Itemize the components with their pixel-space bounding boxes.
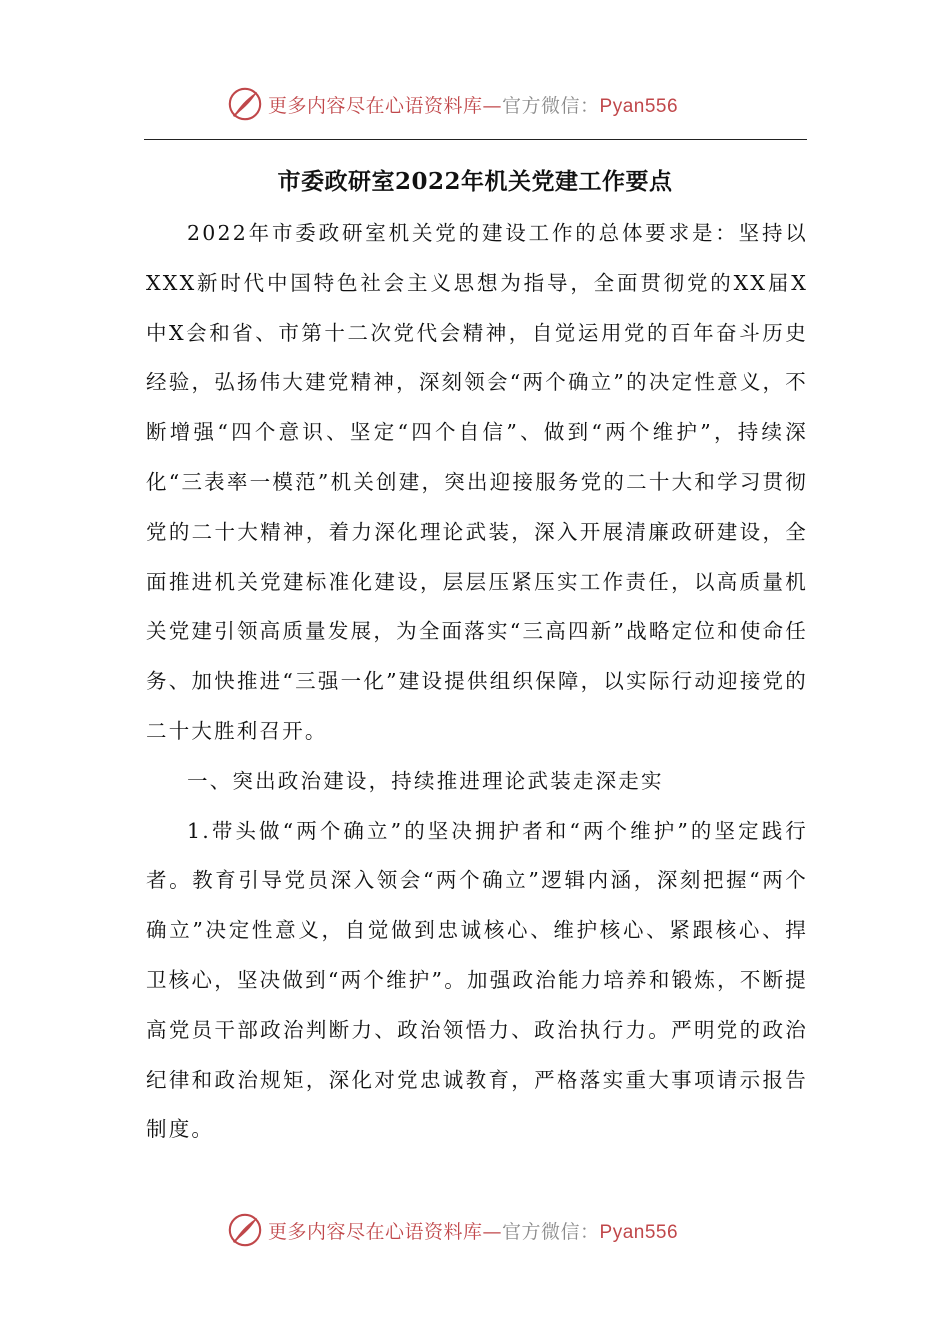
footer-brand-text: [268, 1217, 678, 1244]
header-brand-text: [268, 91, 678, 118]
header-divider: [144, 139, 807, 140]
footer-brand-official-label: 官方微信：: [502, 1220, 600, 1243]
footer-brand-wechat-id: Pyan556: [599, 1221, 679, 1243]
document-body: [146, 209, 808, 1155]
footer-brand-main: 更多内容尽在心语资料库: [268, 1220, 483, 1243]
footer-brand-separator: —: [482, 1220, 503, 1243]
document-title: 市委政研室2022年机关党建工作要点: [277, 168, 673, 195]
item-paragraph: 1.带头做“两个确立”的坚决拥护者和“两个维护”的坚定践行者。教育引导党员深入领会“两个确立”逻辑内涵，深刻把握“两个确立”决定性意义，自觉做到忠诚核心、维护核心、紧跟核心、捍卫核心，坚决做到“两个维护”。加强政治能力培养和锻炼，不断提高党员干部政治判断力、政治领悟力、政治执行力。严明党的政治纪律和政治规矩，深化对党忠诚教育，严格落实重大事项请示报告制度。: [146, 818, 808, 1142]
section-heading: 一、突出政治建设，持续推进理论武装走深走实: [187, 768, 664, 793]
page-header: [0, 84, 950, 124]
header-brand-official-label: 官方微信：: [502, 94, 600, 117]
header-brand-separator: —: [482, 94, 503, 117]
page-footer: [0, 1210, 950, 1250]
header-brand-main: 更多内容尽在心语资料库: [268, 94, 483, 117]
quill-logo-icon: [226, 1211, 264, 1249]
intro-paragraph: 2022年市委政研室机关党的建设工作的总体要求是：坚持以XXX新时代中国特色社会主义思想为指导，全面贯彻党的XX届X中X会和省、市第十二次党代会精神，自觉运用党的百年奋斗历史经验，弘扬伟大建党精神，深刻领会“两个确立”的决定性意义，不断增强“四个意识、坚定“四个自信”、做到“两个维护”，持续深化“三表率一模范”机关创建，突出迎接服务党的二十大和学习贯彻党的二十大精神，着力深化理论武装，深入开展清廉政研建设，全面推进机关党建标准化建设，层层压紧压实工作责任，以高质量机关党建引领高质量发展，为全面落实“三高四新”战略定位和使命任务、加快推进“三强一化”建设提供组织保障，以实际行动迎接党的二十大胜利召开。: [146, 221, 808, 743]
header-brand[interactable]: [226, 84, 678, 124]
quill-logo-icon: [226, 85, 264, 123]
header-brand-wechat-id: Pyan556: [599, 95, 679, 117]
footer-brand[interactable]: [226, 1210, 678, 1250]
